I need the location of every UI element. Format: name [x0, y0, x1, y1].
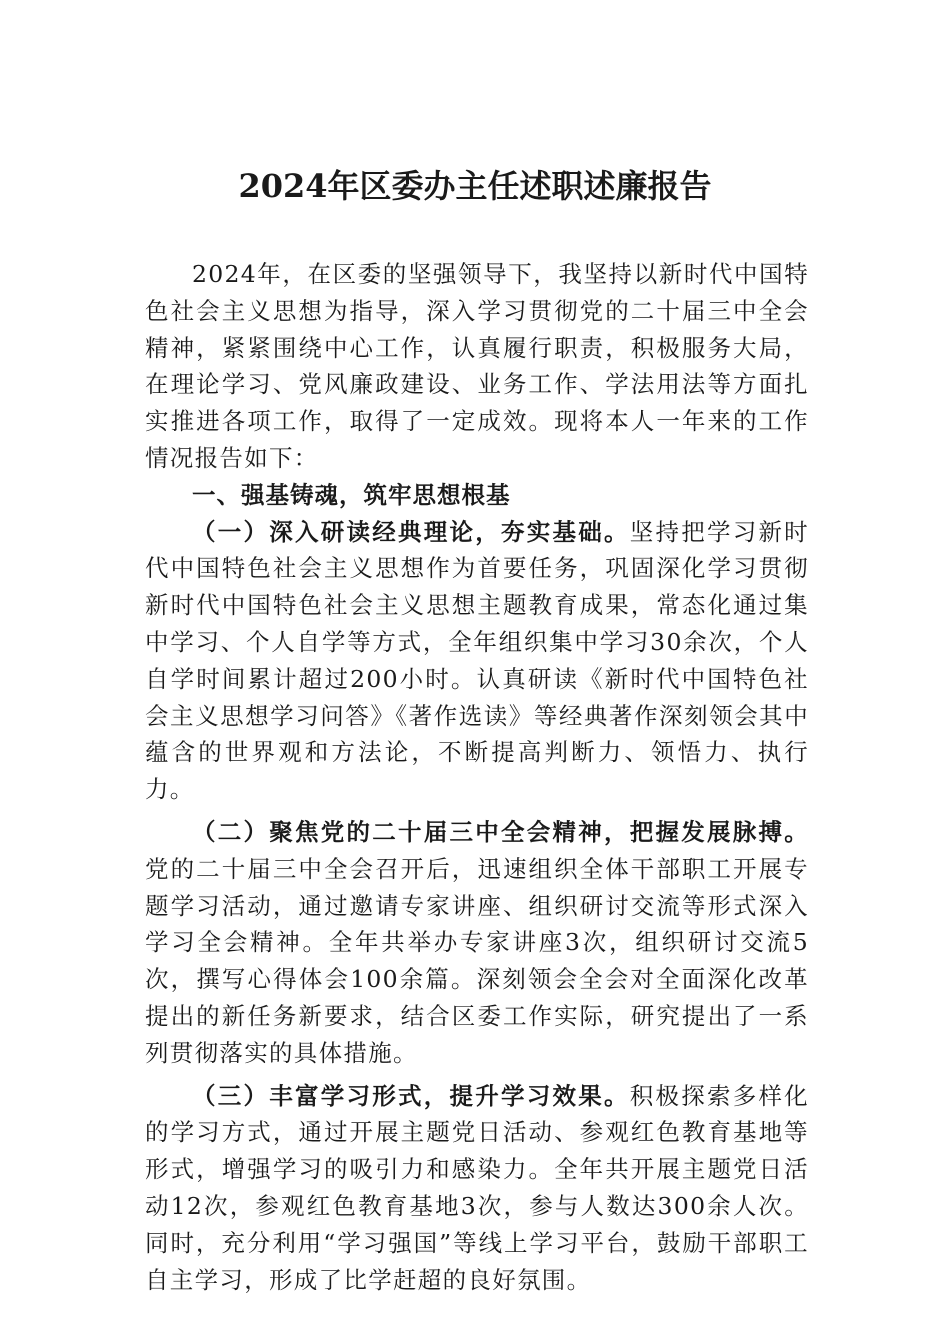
item-text-2: 党的二十届三中全会召开后，迅速组织全体干部职工开展专题学习活动，通过邀请专家讲座、组织研讨交流等形式深入学习全会精神。全年共举办专家讲座3次，组织研讨交流5次，撰写心得体会100余篇。深刻领会全会对全面深化改革提出的新任务新要求，结合区委工作实际，研究提出了一系列贯彻落实的具体措施。 [145, 854, 809, 1067]
document-body [145, 256, 809, 1298]
item-lead-1: （一）深入研读经典理论，夯实基础。 [192, 517, 630, 546]
item-lead-2: （二）聚焦党的二十届三中全会精神，把握发展脉搏。 [192, 817, 809, 846]
intro-paragraph: 2024年，在区委的坚强领导下，我坚持以新时代中国特色社会主义思想为指导，深入学习贯彻党的二十届三中全会精神，紧紧围绕中心工作，认真履行职责，积极服务大局，在理论学习、党风廉政建设、业务工作、学法用法等方面扎实推进各项工作，取得了一定成效。现将本人一年来的工作情况报告如下： [145, 260, 809, 472]
item-paragraph-2 [145, 814, 809, 1072]
item-text-3: 积极探索多样化的学习方式，通过开展主题党日活动、参观红色教育基地等形式，增强学习的吸引力和感染力。全年共开展主题党日活动12次，参观红色教育基地3次，参与人数达300余人次。同时，充分利用“学习强国”等线上学习平台，鼓励干部职工自主学习，形成了比学赶超的良好氛围。 [145, 1081, 809, 1294]
item-text-1: 坚持把学习新时代中国特色社会主义思想作为首要任务，巩固深化学习贯彻新时代中国特色社会主义思想主题教育成果，常态化通过集中学习、个人自学等方式，全年组织集中学习30余次，个人自学时间累计超过200小时。认真研读《新时代中国特色社会主义思想学习问答》《著作选读》等经典著作深刻领会其中蕴含的世界观和方法论，不断提高判断力、领悟力、执行力。 [145, 517, 809, 804]
item-paragraph-3 [145, 1078, 809, 1299]
section-heading-1: 一、强基铸魂，筑牢思想根基 [192, 480, 511, 509]
document-title: 2024年区委办主任述职述廉报告 [238, 167, 712, 205]
item-paragraph-1 [145, 514, 809, 808]
item-lead-3: （三）丰富学习形式，提升学习效果。 [192, 1081, 630, 1110]
